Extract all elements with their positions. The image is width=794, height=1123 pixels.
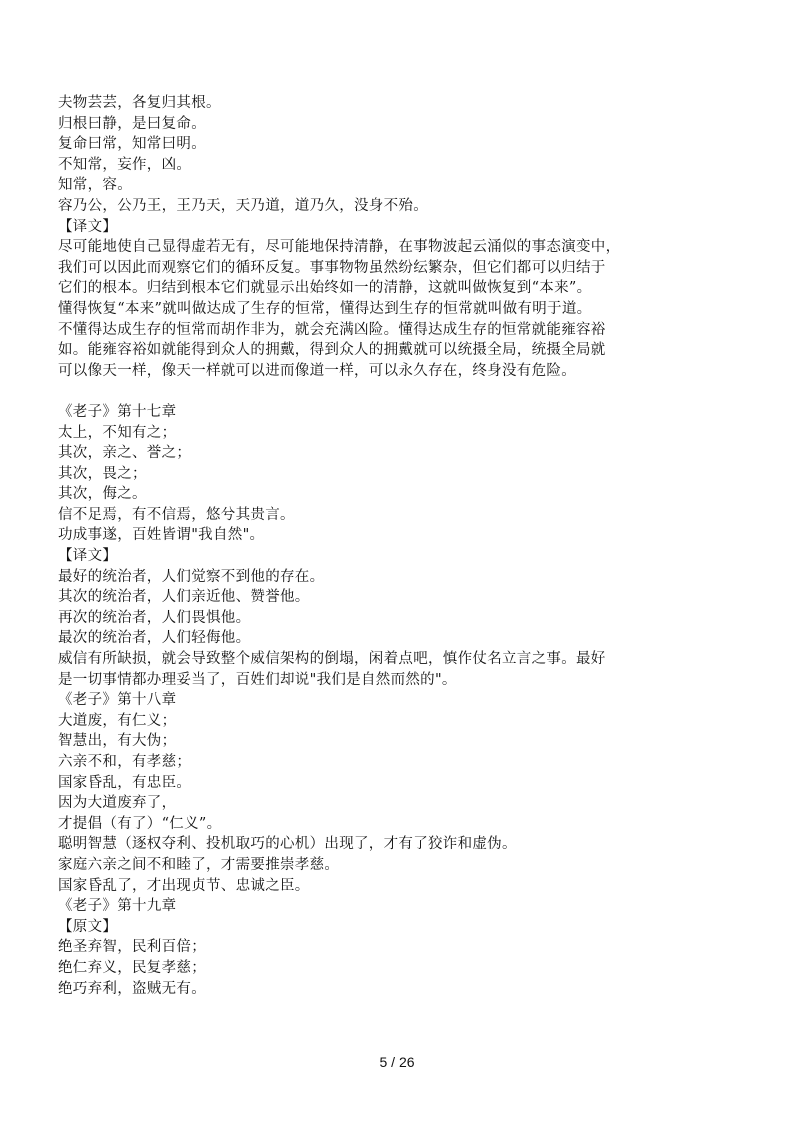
text-line: 六亲不和，有孝慈； — [58, 754, 192, 770]
text-line: 太上，不知有之； — [58, 424, 177, 441]
text-line: 绝巧弃利，盗贼无有。 — [58, 980, 206, 997]
text-line: 绝圣弃智，民利百倍； — [58, 939, 206, 956]
text-line: 威信有所缺损，就会导致整个威信架构的倒塌，闲着点吧，慎作仗名立言之事。最好 — [58, 651, 606, 668]
text-line: 才提倡（有了）“仁义”。 — [58, 815, 222, 832]
text-line: 是一切事情都办理妥当了，百姓们却说"我们是自然而然的"。 — [58, 671, 457, 688]
text-line: 家庭六亲之间不和睦了，才需要推崇孝慈。 — [58, 856, 340, 873]
chapter-heading: 《老子》第十七章 — [58, 403, 177, 420]
text-line: 智慧出，有大伪； — [58, 733, 177, 750]
document-body — [58, 93, 718, 999]
text-line: 我们可以因此而观察它们的循环反复。事事物物虽然纷纭繁杂，但它们都可以归结于 — [58, 259, 606, 276]
text-line: 其次，侮之。 — [58, 486, 147, 503]
text-line: 如。能雍容裕如就能得到众人的拥戴，得到众人的拥戴就可以统摄全局，统摄全局就 — [58, 342, 606, 359]
text-line: 信不足焉，有不信焉，悠兮其贵言。 — [58, 506, 295, 523]
text-line: 绝仁弃义，民复孝慈； — [58, 959, 206, 976]
text-line: 可以像天一样，像天一样就可以进而像道一样，可以永久存在，终身没有危险。 — [58, 362, 576, 379]
text-line: 其次，畏之； — [58, 465, 147, 482]
text-line: 夫物芸芸，各复归其根。 — [58, 95, 221, 111]
text-line: 知常，容。 — [58, 177, 132, 194]
text-line: 归根曰静，是曰复命。 — [58, 115, 206, 132]
section-label: 【原文】 — [58, 918, 118, 935]
text-line: 最好的统治者，人们觉察不到他的存在。 — [58, 568, 325, 585]
text-line: 容乃公，公乃王，王乃天，天乃道，道乃久，没身不殆。 — [58, 197, 428, 214]
text-line: 大道废，有仁义； — [58, 712, 177, 729]
text-line: 国家昏乱了，才出现贞节、忠诚之臣。 — [58, 877, 310, 894]
chapter-heading: 《老子》第十八章 — [58, 692, 177, 709]
text-line: 不懂得达成生存的恒常而胡作非为，就会充满凶险。懂得达成生存的恒常就能雍容裕 — [58, 321, 606, 338]
text-line: 复命曰常，知常曰明。 — [58, 136, 206, 153]
text-line: 尽可能地使自己显得虚若无有，尽可能地保持清静，在事物波起云涌似的事态演变中， — [58, 239, 621, 256]
section-label: 【译文】 — [58, 218, 118, 235]
text-line: 懂得恢复“本来”就叫做达成了生存的恒常，懂得达到生存的恒常就叫做有明于道。 — [58, 300, 592, 317]
section-label: 【译文】 — [58, 548, 118, 565]
chapter-heading: 《老子》第十九章 — [58, 898, 177, 915]
text-line: 功成事遂，百姓皆谓"我自然"。 — [58, 527, 265, 544]
text-line: 不知常，妄作，凶。 — [58, 156, 192, 173]
text-line: 聪明智慧（逐权夺利、投机取巧的心机）出现了，才有了狡诈和虚伪。 — [58, 836, 517, 853]
text-line: 其次的统治者，人们亲近他、赞誉他。 — [58, 589, 310, 606]
text-line: 再次的统治者，人们畏惧他。 — [58, 609, 251, 626]
text-line: 它们的根本。归结到根本它们就显示出始终如一的清静，这就叫做恢复到“本来”。 — [58, 280, 592, 297]
text-line: 其次，亲之、誉之； — [58, 445, 192, 462]
page-number: 5 / 26 — [379, 1054, 415, 1070]
blank-line — [58, 381, 718, 402]
text-line: 最次的统治者，人们轻侮他。 — [58, 630, 251, 647]
text-line: 因为大道废弃了， — [58, 795, 177, 812]
text-line: 国家昏乱，有忠臣。 — [58, 774, 192, 791]
